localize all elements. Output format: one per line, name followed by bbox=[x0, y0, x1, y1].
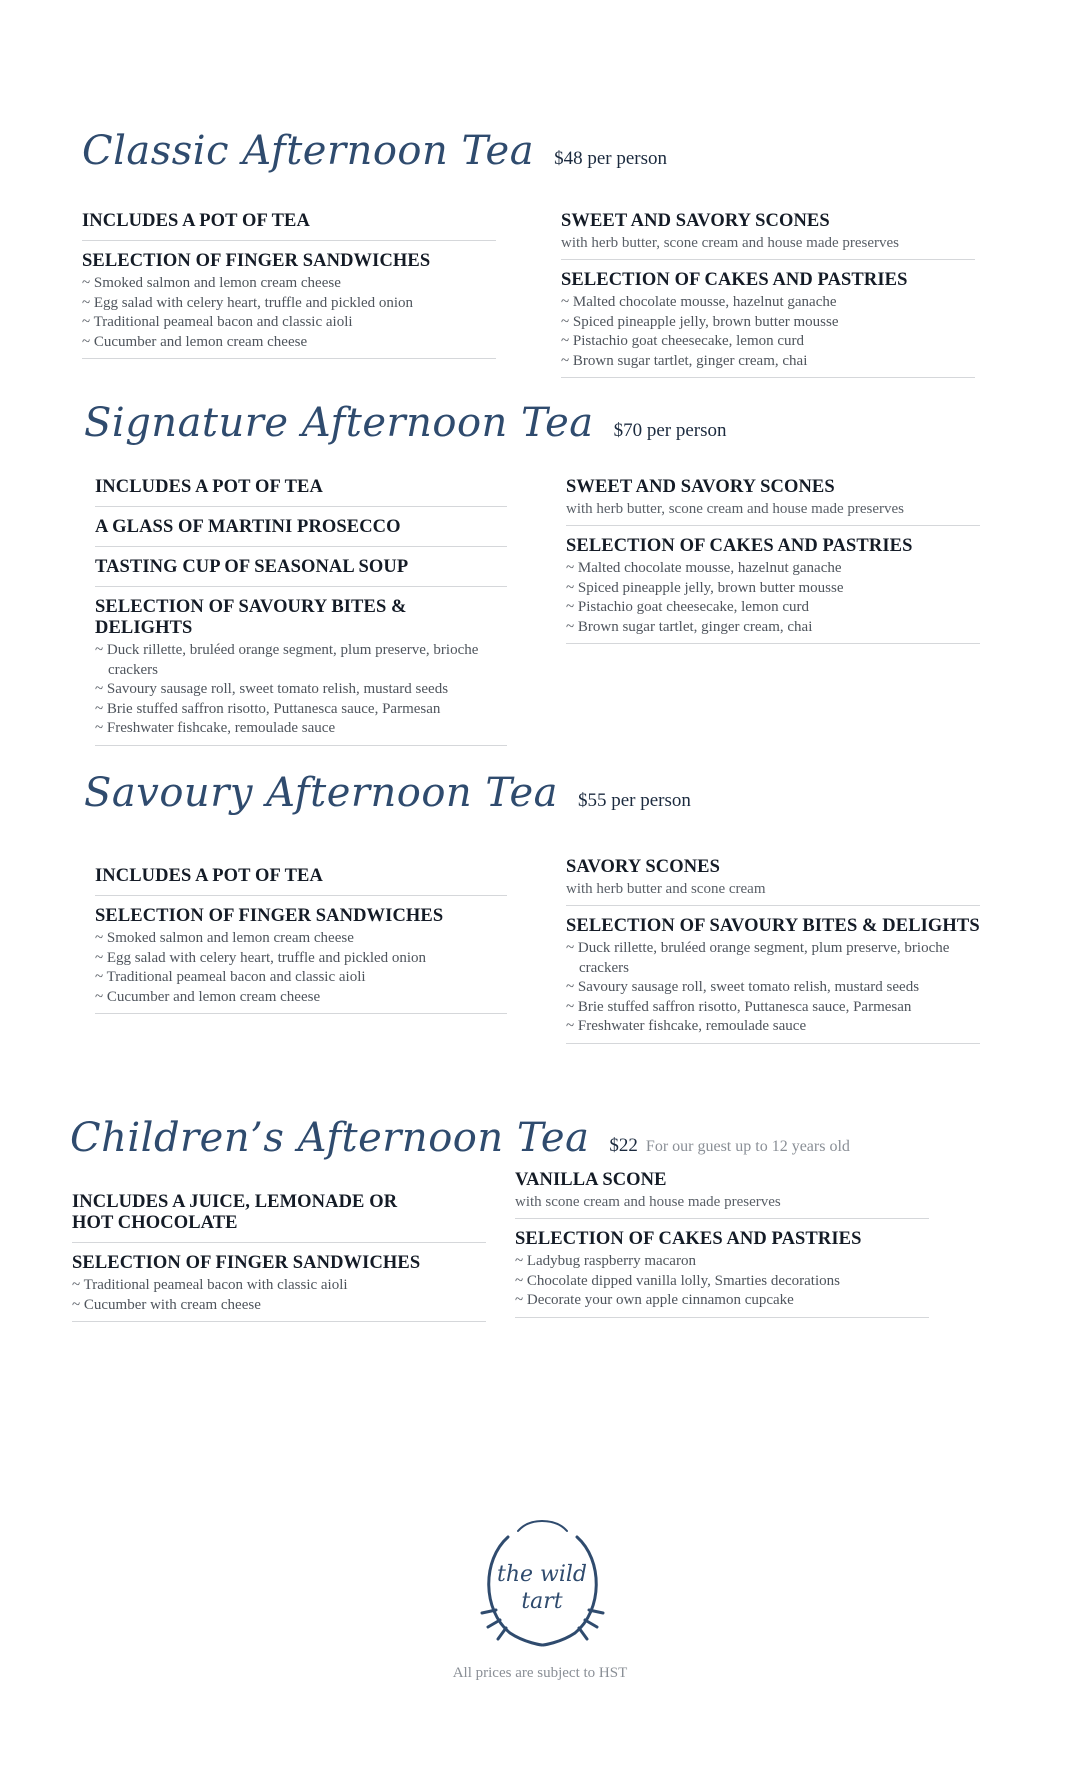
menu-item: ~ Cucumber and lemon cream cheese bbox=[95, 988, 321, 1005]
savoury-title-row bbox=[84, 770, 691, 816]
signature-left-column bbox=[95, 477, 507, 756]
menu-block-description: with herb butter, scone cream and house made preserves bbox=[561, 235, 900, 251]
childrens-age-note: For our guest up to 12 years old bbox=[645, 1138, 850, 1155]
childrens-left-column bbox=[72, 1192, 486, 1332]
menu-block bbox=[566, 536, 980, 644]
logo-text-line2: tart bbox=[521, 1589, 563, 1614]
menu-block bbox=[82, 251, 496, 359]
menu-item: ~ Decorate your own apple cinnamon cupcake bbox=[515, 1292, 794, 1308]
menu-block bbox=[515, 1229, 929, 1318]
menu-block bbox=[95, 597, 507, 746]
menu-item: ~ Freshwater fishcake, remoulade sauce bbox=[566, 1018, 807, 1034]
menu-block bbox=[95, 517, 507, 547]
savoury-title: Savoury Afternoon Tea bbox=[84, 770, 558, 816]
menu-block-description: with herb butter and scone cream bbox=[566, 881, 766, 897]
menu-block-heading: SELECTION OF FINGER SANDWICHES bbox=[82, 251, 431, 271]
menu-item: ~ Malted chocolate mousse, hazelnut ganache bbox=[561, 294, 837, 310]
menu-item: ~ Brown sugar tartlet, ginger cream, chai bbox=[561, 352, 808, 369]
menu-item: ~ Malted chocolate mousse, hazelnut ganache bbox=[566, 560, 842, 576]
menu-block bbox=[95, 557, 507, 587]
menu-block-heading: INCLUDES A POT OF TEA bbox=[95, 477, 323, 497]
menu-block bbox=[82, 211, 496, 241]
classic-title-row bbox=[82, 128, 667, 174]
menu-block bbox=[566, 857, 980, 906]
menu-item: ~ Traditional peameal bacon and classic aioli bbox=[95, 969, 366, 985]
logo-text-line1: the wild bbox=[496, 1562, 588, 1587]
menu-block-heading: VANILLA SCONE bbox=[515, 1170, 667, 1190]
menu-block-description: with scone cream and house made preserves bbox=[515, 1194, 781, 1210]
menu-block-heading: SELECTION OF CAKES AND PASTRIES bbox=[566, 536, 913, 556]
menu-block-heading: SELECTION OF SAVOURY BITES & DELIGHTS bbox=[95, 597, 407, 638]
menu-item: ~ Duck rillette, bruléed orange segment, plum preserve, brioche crackers bbox=[566, 940, 950, 976]
menu-block-heading: SELECTION OF FINGER SANDWICHES bbox=[95, 906, 444, 926]
menu-block bbox=[72, 1253, 486, 1322]
classic-price: $48 per person bbox=[554, 148, 667, 169]
menu-item: ~ Pistachio goat cheesecake, lemon curd bbox=[561, 333, 805, 349]
menu-item: ~ Brown sugar tartlet, ginger cream, chai bbox=[566, 618, 813, 635]
menu-item: ~ Brie stuffed saffron risotto, Puttanesca sauce, Parmesan bbox=[95, 700, 441, 717]
menu-block bbox=[95, 477, 507, 507]
menu-block-heading: SAVORY SCONES bbox=[566, 857, 720, 877]
childrens-price: $22 bbox=[609, 1135, 638, 1156]
menu-item: ~ Freshwater fishcake, remoulade sauce bbox=[95, 720, 336, 736]
menu-block-heading: SWEET AND SAVORY SCONES bbox=[566, 477, 835, 497]
menu-block-heading: INCLUDES A POT OF TEA bbox=[82, 211, 310, 231]
classic-right-column bbox=[561, 211, 975, 388]
menu-block-heading: SWEET AND SAVORY SCONES bbox=[561, 211, 830, 231]
savoury-left-column bbox=[95, 866, 507, 1024]
menu-item: ~ Brie stuffed saffron risotto, Puttanesca sauce, Parmesan bbox=[566, 998, 912, 1015]
menu-item: ~ Savoury sausage roll, sweet tomato relish, mustard seeds bbox=[95, 681, 449, 697]
childrens-right-column bbox=[515, 1170, 929, 1328]
signature-title: Signature Afternoon Tea bbox=[84, 400, 594, 446]
menu-block-heading: SELECTION OF CAKES AND PASTRIES bbox=[561, 270, 908, 290]
menu-item: ~ Pistachio goat cheesecake, lemon curd bbox=[566, 599, 810, 615]
menu-item: ~ Smoked salmon and lemon cream cheese bbox=[95, 930, 354, 946]
menu-item: ~ Traditional peameal bacon and classic aioli bbox=[82, 314, 353, 330]
footer-note: All prices are subject to HST bbox=[452, 1665, 628, 1681]
menu-block-heading: A GLASS OF MARTINI PROSECCO bbox=[95, 517, 401, 537]
menu-item: ~ Spiced pineapple jelly, brown butter mousse bbox=[566, 579, 844, 596]
menu-block bbox=[561, 270, 975, 378]
menu-block-heading: INCLUDES A JUICE, LEMONADE OR HOT CHOCOLATE bbox=[72, 1192, 398, 1233]
childrens-title: Children’s Afternoon Tea bbox=[70, 1115, 590, 1161]
classic-title: Classic Afternoon Tea bbox=[82, 128, 535, 174]
menu-item: ~ Egg salad with celery heart, truffle and pickled onion bbox=[82, 294, 414, 311]
menu-item: ~ Egg salad with celery heart, truffle and pickled onion bbox=[95, 949, 427, 966]
menu-block-heading: SELECTION OF SAVOURY BITES & DELIGHTS bbox=[566, 916, 980, 936]
menu-item: ~ Savoury sausage roll, sweet tomato relish, mustard seeds bbox=[566, 979, 920, 995]
menu-block bbox=[72, 1192, 486, 1243]
menu-item: ~ Smoked salmon and lemon cream cheese bbox=[82, 275, 341, 291]
signature-title-row bbox=[84, 400, 727, 446]
menu-item: ~ Cucumber with cream cheese bbox=[72, 1296, 261, 1313]
menu-block bbox=[561, 211, 975, 260]
menu-block-heading: SELECTION OF FINGER SANDWICHES bbox=[72, 1253, 421, 1273]
menu-block-heading: INCLUDES A POT OF TEA bbox=[95, 866, 323, 886]
menu-block bbox=[95, 906, 507, 1014]
classic-left-column bbox=[82, 211, 496, 369]
menu-item: ~ Spiced pineapple jelly, brown butter mousse bbox=[561, 313, 839, 330]
the-wild-tart-logo bbox=[470, 1515, 615, 1660]
menu-block bbox=[566, 916, 980, 1044]
menu-block bbox=[515, 1170, 929, 1219]
menu-item: ~ Traditional peameal bacon with classic aioli bbox=[72, 1277, 348, 1293]
menu-item: ~ Chocolate dipped vanilla lolly, Smarties decorations bbox=[515, 1272, 840, 1289]
menu-item: ~ Ladybug raspberry macaron bbox=[515, 1253, 696, 1269]
signature-right-column bbox=[566, 477, 980, 654]
menu-item: ~ Cucumber and lemon cream cheese bbox=[82, 333, 308, 350]
childrens-title-row bbox=[70, 1115, 850, 1161]
menu-block-heading: SELECTION OF CAKES AND PASTRIES bbox=[515, 1229, 862, 1249]
menu-block-heading: TASTING CUP OF SEASONAL SOUP bbox=[95, 557, 409, 577]
savoury-price: $55 per person bbox=[577, 790, 691, 811]
menu-block-description: with herb butter, scone cream and house made preserves bbox=[566, 501, 905, 517]
menu-item: ~ Duck rillette, bruléed orange segment, plum preserve, brioche crackers bbox=[95, 642, 479, 678]
signature-price: $70 per person bbox=[613, 420, 727, 441]
menu-block bbox=[95, 866, 507, 896]
menu-block bbox=[566, 477, 980, 526]
savoury-right-column bbox=[566, 857, 980, 1054]
